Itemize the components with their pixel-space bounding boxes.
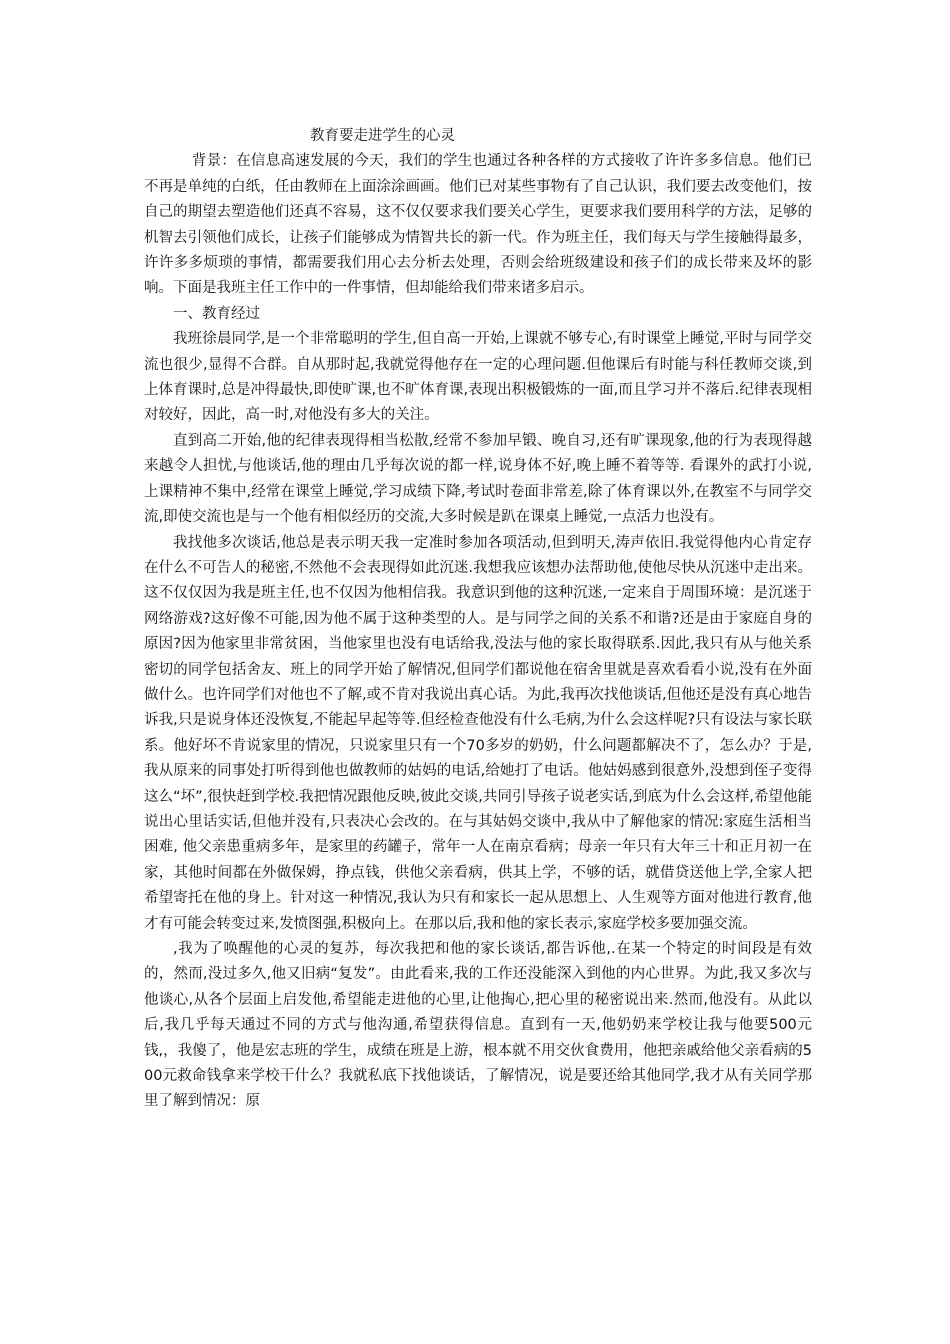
document-page: [144, 124, 812, 1115]
body-paragraph-2: 直到高二开始,他的纪律表现得相当松散,经常不参加早锻、晚自习,还有旷课现象,他的行为表现得越来越令人担忧,与他谈话,他的理由几乎每次说的都一样,说身体不好,晚上睡不着等等. 看课外的武打小说,上课精神不集中,经常在课堂上睡觉,学习成绩下降,考试时卷面非常差,除了体育课以外,在教室不与同学交流,即使交流也是与一个他有相似经历的交流,大多时候是趴在课桌上睡觉,一点活力也没有。: [144, 432, 812, 526]
body-paragraph-3: 我找他多次谈话,他总是表示明天我一定准时参加各项活动,但到明天,涛声依旧.我觉得他内心肯定存在什么不可告人的秘密,不然他不会表现得如此沉迷.我想我应该想办法帮助他,使他尽快从沉迷中走出来。这不仅仅因为我是班主任,也不仅因为他相信我。我意识到他的这种沉迷,一定来自于周围环境：是沉迷于网络游戏?这好像不可能,因为他不属于这种类型的人。是与同学之间的关系不和谐?还是由于家庭自身的原因?因为他家里非常贫困，当他家里也没有电话给我,没法与他的家长取得联系.因此,我只有从与他关系密切的同学包括舍友、班上的同学开始了解情况,但同学们都说他在宿舍里就是喜欢看看小说,没有在外面做什么。也许同学们对他也不了解,或不肯对我说出真心话。为此,我再次找他谈话,但他还是没有真心地告诉我,只是说身体还没恢复,不能起早起等等.但经检查他没有什么毛病,为什么会这样呢?只有设法与家长联系。他好坏不肯说家里的情况，只说家里只有一个70多岁的奶奶，什么问题都解决不了，怎么办？于是,我从原来的同事处打听得到他也做教师的姑妈的电话,给她打了电话。他姑妈感到很意外,没想到侄子变得这么“坏”,很快赶到学校.我把情况跟他反映,彼此交谈,共同引导孩子说老实话,到底为什么会这样,希望他能说出心里话实话,但他并没有,只表决心会改的。在与其姑妈交谈中,我从中了解他家的情况:家庭生活相当困难, 他父亲患重病多年，是家里的药罐子，常年一人在南京看病；母亲一年只有大年三十和正月初一在家，其他时间都在外做保姆，挣点钱，供他父亲看病，供其上学，不够的话，就借贷送他上学,全家人把希望寄托在他的身上。针对这一种情况,我认为只有和家长一起从思想上、人生观等方面对他进行教育,他才有可能会转变过来,发愤图强,积极向上。在那以后,我和他的家长表示,家庭学校多要加强交流。: [144, 534, 812, 932]
body-paragraph-1: 我班徐晨同学,是一个非常聪明的学生,但自高一开始,上课就不够专心,有时课堂上睡觉,平时与同学交流也很少,显得不合群。自从那时起,我就觉得他存在一定的心理问题.但他课后有时能与科任教师交谈,到上体育课时,总是冲得最快,即使旷课,也不旷体育课,表现出积极锻炼的一面,而且学习并不落后.纪律表现相对较好，因此，高一时,对他没有多大的关注。: [144, 331, 812, 424]
body-paragraph-4: ,我为了唤醒他的心灵的复苏，每次我把和他的家长谈话,都告诉他,.在某一个特定的时间段是有效的，然而,没过多久,他又旧病“复发”。由此看来,我的工作还没能深入到他的内心世界。为此,我又多次与他谈心,从各个层面上启发他,希望能走进他的心里,让他掏心,把心里的秘密说出来.然而,他没有。从此以后,我几乎每天通过不同的方式与他沟通,希望获得信息。直到有一天,他奶奶来学校让我与他要500元钱,，我傻了，他是宏志班的学生，成绩在班是上游，根本就不用交伙食费用，他把亲戚给他父亲看病的500元救命钱拿来学校干什么？我就私底下找他谈话，了解情况，说是要还给其他同学,我才从有关同学那里了解到情况：原: [144, 941, 812, 1110]
background-paragraph: 背景：在信息高速发展的今天，我们的学生也通过各种各样的方式接收了许许多多信息。他们已不再是单纯的白纸，任由教师在上面涂涂画画。他们已对某些事物有了自己认识，我们要去改变他们，按自己的期望去塑造他们还真不容易，这不仅仅要求我们要关心学生，更要求我们要用科学的方法，足够的机智去引领他们成长，让孩子们能够成为情智共长的新一代。作为班主任，我们每天与学生接触得最多，许许多多烦琐的事情，都需要我们用心去分析去处理，否则会给班级建设和孩子们的成长带来及坏的影响。下面是我班主任工作中的一件事情，但却能给我们带来诸多启示。: [144, 153, 812, 297]
document-title: 教育要走进学生的心灵: [310, 128, 455, 144]
section-heading-education-process: 一、教育经过: [173, 305, 260, 322]
